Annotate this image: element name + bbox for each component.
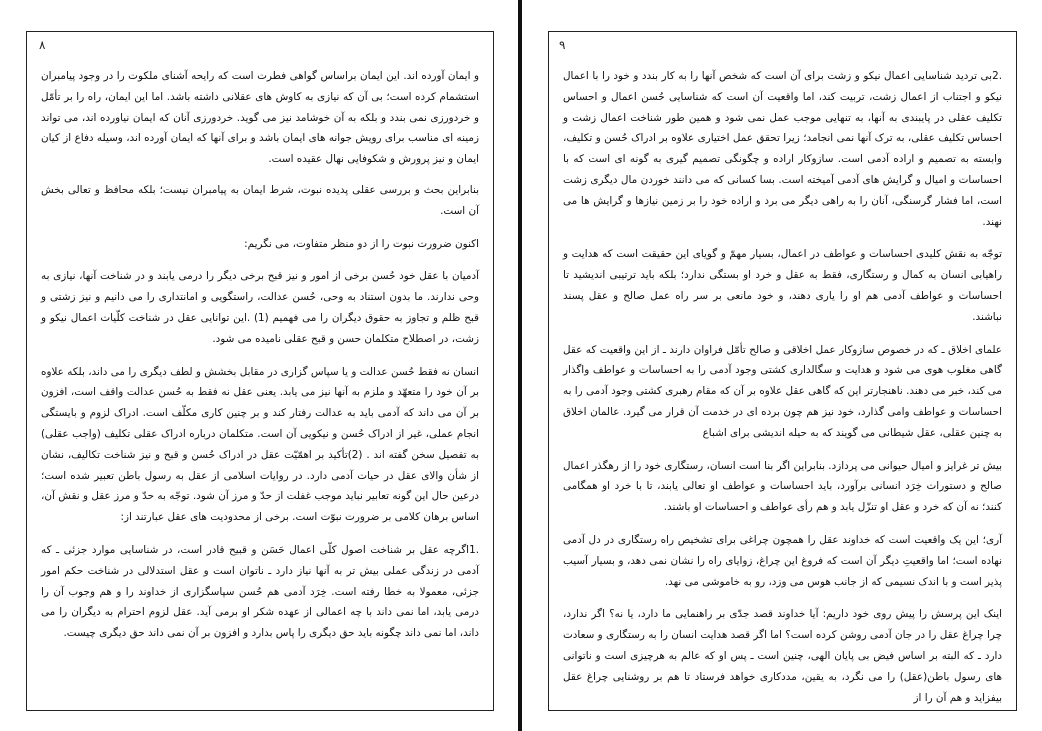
paragraph: بیش تر غرایز و امیال حیوانی می پردازد. بنابراین اگر بنا است انسان، رستگاری خود را از رهگذر اعمال صالح و دستورات خِرَد انسانی برآورد، باید احساسات و عواطف او تعالی یابند، تا با خرد او همگامی کنند؛ نه آن که خرد و عقل او تنزّل یابد و هم رأی عواطف و احساسات او باشند. xyxy=(563,459,1002,514)
page-spread-divider xyxy=(518,0,522,731)
paragraph: اینک این پرسش را پیش روی خود داریم: آیا خداوند قصد جدّی بر راهنمایی ما دارد، یا نه؟ اگر ندارد، چرا چراغ عقل را در جان آدمی روشن کرده است؟ اما اگر قصد هدایت انسان را به رستگاری و سعادت دارد ـ که البته بر اساس فیض بی پایان الهی، چنین است ـ پس او که عالم به هرچیزی است و ناتوانی های رسول باطن(عقل) را می نگرد، به یقین، مددکاری خواهد فرستاد تا هم بر روشنایی چراغ عقل بیفزاید و هم آن را از xyxy=(563,608,1002,704)
paragraph: آدمیان با عقل خود حُسن برخی از امور و نیز قبح برخی دیگر را درمی یابند و در شناخت آنها، نیازی به وحی ندارند. ما بدون استناد به وحی، حُسن عدالت، راستگویی و امانتداری را می دانیم و نیز زشتی و قبح ظلم و تجاوز به حقوق دیگران را می فهمیم (1) .این توانایی عقل در شناخت کلّیات اعمال نیکو و زشت، در اصطلاح متکلمان حسن و قبح عقلی نامیده می شود. xyxy=(41,270,479,345)
page-body xyxy=(41,66,479,656)
page-body xyxy=(563,66,1002,711)
paragraph: و ایمان آورده اند. این ایمان براساس گواهی فطرت است که رایحه آشنای ملکوت را در وجود پیامبران استشمام کرده است؛ بی آن که نیازی به کاوش های عقلانی داشته باشد. اما این ایمان، راه را بر تأمّل و خردورزی نمی بندد و بلکه به آن خوشامد نیز می گوید. خردورزی آنان که ایمان نیاورده اند، می تواند زمینه ای مناسب برای رویش جوانه های ایمان باشد و برای آنها که ایمان آورده اند، وسیله دفاع از کیان ایمان و نیز پرورش و شکوفایی نهال عقیده است. xyxy=(41,70,479,166)
paragraph: آری؛ این یک واقعیت است که خداوند عقل را همچون چراغی برای تشخیص راه رستگاری در دل آدمی نهاده است؛ اما واقعیتِ دیگر آن است که فروغ این چراغ، زوایای راه را نشان نمی دهد، و بسیار آسیب پذیر است و با اندک نسیمی که از جانب هوس می وزد، رو به خاموشی می نهد. xyxy=(563,533,1002,588)
paragraph: توجّه به نقش کلیدی احساسات و عواطف در اعمال، بسیار مهمّ و گویای این حقیقت است که هدایت و راهیابی انسان به کمال و رستگاری، فقط به عقل و خرد او بستگی ندارد؛ بلکه باید ترتیبی اندیشید تا احساسات و عواطف آدمی هم او را یاری دهند، و خود مانعی بر سر راه عمل صالح و عقل پسند نباشند. xyxy=(563,248,1002,323)
paragraph: اکنون ضرورت نبوت را از دو منظر متفاوت، می نگریم: xyxy=(244,237,479,250)
paragraph: .1اگرچه عقل بر شناخت اصول کلّی اعمال حَسَن و قبیح قادر است، در شناسایی موارد جزئی ـ که آدمی در زندگی عملی بیش تر به آنها نیاز دارد ـ ناتوان است و عقل استدلالی در شناخت حکم امور جزئی، معمولا به خطا رفته است. خِرَد آدمی هم حُسن سپاسگزاری از خداوند را و هم وجوب آن را درمی یابد، اما نمی داند با چه اعمالی از عهده شکر او برمی آید. عقل لزوم احترام به دیگران را می داند، اما نمی داند چگونه باید حق دیگری را پاس بدارد و افزون بر آن نمی داند حق دیگری چیست. xyxy=(41,543,479,640)
paragraph: .2بی تردید شناسایی اعمال نیکو و زشت برای آن است که شخص آنها را به کار بندد و خود را با اعمال نیکو و اجتناب از اعمال زشت، تربیت کند، اما واقعیت آن است که شناسایی حُسن اعمال و احساس تکلیف عقلی در پایبندی به آنها، به تنهایی موجب عمل نمی شود و همین طور شناخت اعمال زشت و احساس تکلیف عقلی، به ترک آنها نمی انجامد؛ زیرا تحقق عمل اختیاری علاوه بر ادراک حُسن و تکلیف، وابسته به تصمیم و اراده آدمی است. سازوکار اراده و چگونگی تصمیم گیری به گونه ای است که با احساسات و امیال و گرایش های آدمی آمیخته است. بسا کسانی که می دانند خوردن مال دیگری زشت است، اما فشار گرسنگی، آنان را به راهی دیگر می برد و اراده خود را بر زمین نیازها و گرایش ها می نهند. xyxy=(563,70,1002,228)
paragraph: بنابراین بحث و بررسی عقلی پدیده نبوت، شرط ایمان به پیامبران نیست؛ بلکه محافظ و تعالی بخش آن است. xyxy=(41,183,479,217)
left-page xyxy=(26,31,494,711)
right-page xyxy=(548,31,1017,711)
paragraph: انسان نه فقط حُسن عدالت و یا سپاس گزاری در مقابل بخشش و لطف دیگری را می داند، بلکه علاوه بر آن خود را متعهّد و ملزم به آنها نیز می یابد. یعنی عقل نه فقط به حُسن عدالت واقف است، افزون بر آن می داند که آدمی باید به عدالت رفتار کند و بر چنین کاری مکلّف است. ادراک لزوم و بایستگی انجام عملی، غیر از ادراک حُسن و نیکویی آن است. متکلمان درباره ادراک عقلی تکلیف (واجب عقلی) به تفصیل سخن گفته اند . (2)تأکید بر اهمّیّت عقل در ادراک حُسن و قبح و نیز شناخت تکالیف، نشان از شأن والای عقل در حیات آدمی دارد. در روایات اسلامی از عقل به رسول باطن تعبیر شده است؛ درعین حال این گونه تعابیر نباید موجب غفلت از حدّ و مرز آن شود. توجّه به حدّ و مرز عقل و نقش آن، اساس برهان کلامی بر ضرورت نبوّت است. برخی از محدودیت های عقل عبارتند از: xyxy=(41,365,479,524)
paragraph: علمای اخلاق ـ که در خصوص سازوکار عمل اخلاقی و صالح تأمّل فراوان دارند ـ از این واقعیت که عقل گاهی مغلوب هوی می شود و هدایت و سگالداری کشتی وجود آدمی را به احساسات و عواطف واگذار می کند، خبر می دهند. ناهنجارتر این که گاهی عقل علاوه بر آن که مقام رهبری کشتی وجود آدمی را به احساسات و عواطف وامی گذارد، خود نیز هم چون برده ای در خدمت آن قرار می گیرد. عالمان اخلاق به چنین عقلی، عقل شیطانی می گویند که به حیله اندیشی برای اشباع xyxy=(563,343,1002,439)
page-number: ۸ xyxy=(39,38,46,52)
page-number: ۹ xyxy=(559,38,566,52)
